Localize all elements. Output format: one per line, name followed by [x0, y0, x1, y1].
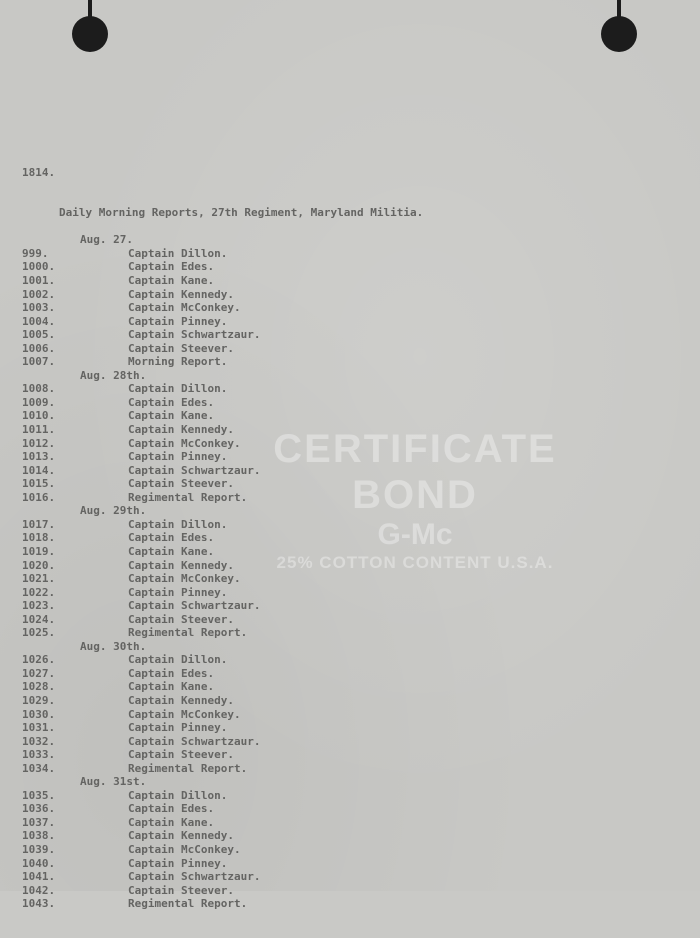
- date-groups: [22, 233, 261, 911]
- report-row: [22, 558, 234, 573]
- report-number: 1023.: [22, 599, 56, 613]
- report-title: Captain McConkey.: [128, 436, 241, 450]
- report-number: 1031.: [22, 721, 56, 735]
- report-number: 1036.: [22, 802, 56, 816]
- date-line: [22, 639, 147, 654]
- report-number: 1042.: [22, 883, 56, 897]
- date-line: [22, 775, 147, 789]
- report-title: Captain Kennedy.: [128, 423, 234, 437]
- report-row: [22, 477, 234, 491]
- report-number: 1026.: [22, 653, 56, 667]
- watermark-line-2: G-Mc: [377, 518, 453, 551]
- report-row: [22, 842, 241, 857]
- report-number: 1039.: [22, 842, 56, 856]
- report-number: 1005.: [22, 328, 56, 342]
- date-line: [22, 233, 133, 247]
- report-number: 1006.: [22, 341, 56, 355]
- report-title: Captain McConkey.: [128, 842, 241, 856]
- paper-watermark: [205, 426, 625, 574]
- year-line: [22, 152, 62, 179]
- report-title: Captain Edes.: [128, 531, 215, 545]
- report-title: Captain McConkey.: [128, 707, 241, 721]
- report-number: 1000.: [22, 260, 56, 274]
- report-title: Captain Dillon.: [128, 517, 228, 531]
- report-title: Captain Edes.: [128, 802, 215, 816]
- watermark-line-3: 25% COTTON CONTENT U.S.A.: [276, 553, 554, 572]
- report-number: 1034.: [22, 761, 56, 775]
- report-title: Captain Dillon.: [128, 788, 228, 802]
- report-row: [22, 395, 215, 410]
- report-number: 1032.: [22, 734, 56, 748]
- report-row: [22, 897, 248, 911]
- report-row: [22, 260, 215, 274]
- report-number: 1010.: [22, 409, 56, 423]
- report-title: Captain Kennedy.: [128, 693, 234, 707]
- report-row: [22, 490, 248, 505]
- report-title: Captain Edes.: [128, 666, 215, 680]
- report-title: Captain McConkey.: [128, 301, 241, 315]
- report-title: Captain Dillon.: [128, 382, 228, 396]
- report-row: [22, 517, 228, 532]
- document-year: 1814.: [22, 165, 56, 179]
- report-row: [22, 531, 215, 545]
- date-label: Aug. 30th.: [80, 639, 147, 653]
- report-number: 1012.: [22, 436, 56, 450]
- report-number: 1040.: [22, 856, 56, 870]
- report-title: Captain Pinney.: [128, 585, 228, 599]
- date-label: Aug. 29th.: [80, 504, 147, 518]
- report-row: [22, 450, 228, 464]
- report-number: 1015.: [22, 477, 56, 491]
- report-title: Captain Pinney.: [128, 314, 228, 328]
- punch-hole-right: [601, 16, 637, 52]
- report-row: [22, 599, 261, 613]
- report-number: 1038.: [22, 829, 56, 843]
- report-row: [22, 274, 215, 288]
- report-title: Regimental Report.: [128, 761, 248, 775]
- report-row: [22, 693, 234, 708]
- report-title: Captain Schwartzaur.: [128, 328, 261, 342]
- report-row: [22, 626, 248, 640]
- report-number: 1025.: [22, 626, 56, 640]
- report-number: 1027.: [22, 666, 56, 680]
- report-number: 1009.: [22, 395, 56, 409]
- report-title: Captain Edes.: [128, 395, 215, 409]
- date-line: [22, 368, 147, 383]
- report-title: Captain Steever.: [128, 341, 234, 355]
- report-title: Captain Schwartzaur.: [128, 599, 261, 613]
- watermark-line-1: CERTIFICATE BOND: [273, 427, 557, 517]
- report-title: Captain Kennedy.: [128, 287, 234, 301]
- report-row: [22, 382, 228, 396]
- report-row: [22, 707, 241, 722]
- report-row: [22, 585, 228, 600]
- report-number: 1029.: [22, 693, 56, 707]
- report-row: [22, 612, 234, 627]
- report-row: [22, 761, 248, 776]
- report-row: [22, 287, 234, 302]
- report-title: Captain Kane.: [128, 680, 215, 694]
- report-number: 1041.: [22, 870, 56, 884]
- report-number: 1008.: [22, 382, 56, 396]
- report-title: Captain Steever.: [128, 477, 234, 491]
- report-title: Captain Steever.: [128, 748, 234, 762]
- report-title: Regimental Report.: [128, 626, 248, 640]
- report-title: Captain Dillon.: [128, 246, 228, 260]
- report-title: Captain Pinney.: [128, 450, 228, 464]
- report-number: 1035.: [22, 788, 56, 802]
- report-number: 1043.: [22, 897, 56, 911]
- report-number: 1003.: [22, 301, 56, 315]
- punch-hole-left: [72, 16, 108, 52]
- report-number: 1013.: [22, 450, 56, 464]
- date-line: [22, 504, 147, 518]
- report-title: Captain Schwartzaur.: [128, 870, 261, 884]
- report-title: Captain Edes.: [128, 260, 215, 274]
- report-title: Captain Kennedy.: [128, 558, 234, 572]
- report-row: [22, 544, 215, 559]
- report-number: 1011.: [22, 423, 56, 437]
- report-number: 1028.: [22, 680, 56, 694]
- report-number: 1018.: [22, 531, 56, 545]
- report-row: [22, 246, 228, 261]
- report-row: [22, 301, 241, 315]
- report-title: Regimental Report.: [128, 897, 248, 911]
- report-title: Morning Report.: [128, 355, 228, 369]
- report-title: Captain Kane.: [128, 544, 215, 558]
- report-number: 1030.: [22, 707, 56, 721]
- report-row: [22, 572, 241, 586]
- report-title: Captain Pinney.: [128, 856, 228, 870]
- report-row: [22, 653, 228, 667]
- report-row: [22, 870, 261, 884]
- report-row: [22, 883, 234, 898]
- report-row: [22, 314, 228, 329]
- report-title: Captain Dillon.: [128, 653, 228, 667]
- report-row: [22, 856, 228, 871]
- report-row: [22, 423, 234, 437]
- report-number: 1022.: [22, 585, 56, 599]
- report-row: [22, 734, 261, 749]
- report-number: 1020.: [22, 558, 56, 572]
- report-number: 1002.: [22, 287, 56, 301]
- report-number: 1001.: [22, 274, 56, 288]
- report-title: Captain Kane.: [128, 815, 215, 829]
- report-title: Captain Steever.: [128, 883, 234, 897]
- report-number: 1007.: [22, 355, 56, 369]
- date-label: Aug. 27.: [80, 233, 133, 247]
- report-number: 999.: [22, 246, 49, 260]
- report-title: Captain Kennedy.: [128, 829, 234, 843]
- report-row: [22, 721, 228, 735]
- report-title: Captain Pinney.: [128, 721, 228, 735]
- report-row: [22, 788, 228, 803]
- report-row: [22, 666, 215, 681]
- report-row: [22, 328, 261, 342]
- report-number: 1004.: [22, 314, 56, 328]
- report-row: [22, 436, 241, 451]
- report-row: [22, 355, 228, 369]
- report-row: [22, 815, 215, 830]
- report-title: Captain Schwartzaur.: [128, 734, 261, 748]
- report-title: Captain Steever.: [128, 612, 234, 626]
- report-number: 1017.: [22, 517, 56, 531]
- report-number: 1033.: [22, 748, 56, 762]
- report-row: [22, 409, 215, 423]
- report-title: Captain McConkey.: [128, 572, 241, 586]
- report-row: [22, 829, 234, 843]
- report-number: 1021.: [22, 572, 56, 586]
- heading-line: [22, 193, 424, 220]
- report-row: [22, 463, 261, 478]
- report-number: 1014.: [22, 463, 56, 477]
- report-number: 1019.: [22, 544, 56, 558]
- report-title: Captain Schwartzaur.: [128, 463, 261, 477]
- date-label: Aug. 28th.: [80, 368, 147, 382]
- report-number: 1037.: [22, 815, 56, 829]
- report-title: Regimental Report.: [128, 490, 248, 504]
- date-label: Aug. 31st.: [80, 775, 147, 789]
- report-row: [22, 802, 215, 816]
- report-title: Captain Kane.: [128, 274, 215, 288]
- report-title: Captain Kane.: [128, 409, 215, 423]
- document-heading: Daily Morning Reports, 27th Regiment, Maryland Militia.: [59, 206, 424, 220]
- report-row: [22, 341, 234, 356]
- report-number: 1024.: [22, 612, 56, 626]
- report-row: [22, 680, 215, 694]
- report-row: [22, 748, 234, 762]
- report-number: 1016.: [22, 490, 56, 504]
